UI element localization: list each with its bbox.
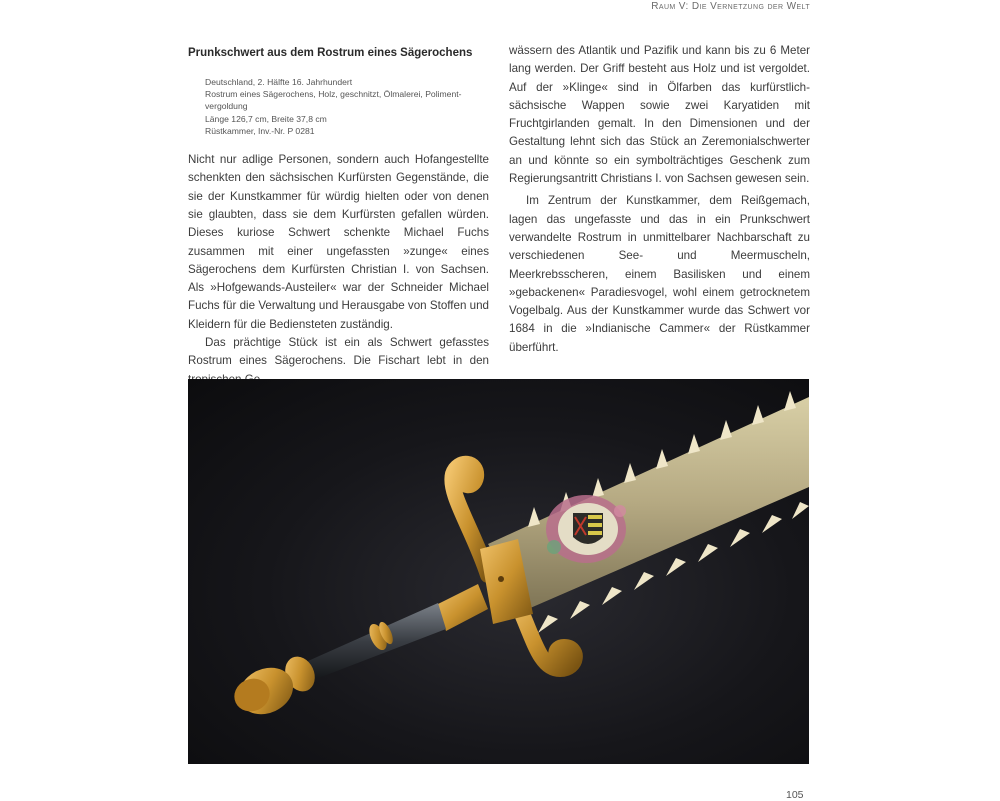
meta-line-origin: Deutschland, 2. Hälfte 16. Jahrhundert: [205, 77, 353, 87]
body-paragraph: wässern des Atlantik und Pazifik und kann bis zu 6 Meter lang werden. Der Griff besteht aus Holz und ist vergoldet. Auf der »Klinge« sind in Ölfarben das kurfürstlich-sächsische Wappen sowie zwei Karyatiden mit Fruchtgirlanden gemalt. In den Dimensionen und der Gestaltung lehnt sich das Stück an Zeremonialschwerter an und könnte so ein symbolträchtiges Geschenk zum Regierungsantritt Christians I. von Sachsen gewesen sein.: [509, 44, 810, 186]
meta-line-dimensions: Länge 126,7 cm, Breite 37,8 cm: [205, 113, 327, 124]
coat-of-arms-painting: [546, 495, 626, 563]
meta-line-inventory: Rüstkammer, Inv.-Nr. P 0281: [205, 125, 315, 136]
right-column: [509, 46, 810, 357]
body-paragraph: Im Zentrum der Kunstkammer, dem Reißgemach, lagen das ungefasste und das in ein Prunkschwert verwandelte Rostrum in unmittelbarer Nachbarschaft zu verschiedenen See- und Meermuscheln, Meerkrebsscheren, einem Basilisken und einem »gebackenen« Paradiesvogel, wohl einem getrocknetem Vogelbalg. Aus der Kunstkammer wurde das Schwert vor 1684 in die »Indianische Cammer« der Rüstkammer überführt.: [509, 194, 810, 354]
running-head: Raum V: Die Vernetzung der Welt: [651, 1, 810, 12]
grip-ferrule: [438, 584, 488, 631]
object-metadata: [205, 76, 489, 137]
meta-line-material-cont: vergoldung: [205, 101, 248, 112]
page-number: 105: [786, 789, 804, 801]
rostrum-blade: [488, 391, 809, 633]
sawfish-sword-illustration: [188, 379, 809, 764]
gilded-pommel: [229, 652, 320, 723]
entry-title: Prunkschwert aus dem Rostrum eines Sägerochens: [188, 47, 473, 59]
sword-photograph: [188, 379, 809, 764]
meta-line-material: Rostrum eines Sägerochens, Holz, geschnitzt, Ölmalerei, Poliment-: [205, 89, 462, 100]
body-paragraph: Nicht nur adlige Personen, sondern auch Hofangestellte schenkten den sächsischen Kurfürsten Gegenstände, die sie der Kunstkammer für würdig hielten oder von denen sie glaubten, dass sie dem Kurfürsten gefallen würden. Dieses kuriose Schwert schenkte Michael Fuchs zusammen mit einer ungefassten »zunge« eines Sägerochens dem Kurfürsten Christian I. von Sachsen. Als »Hofgewands-Austeiler« war der Schneider Michael Fuchs für die Verwaltung und Herausgabe von Stoffen und Kleidern für die Bediensteten zuständig.: [188, 153, 489, 331]
body-paragraph: Das prächtige Stück ist ein als Schwert gefasstes Rostrum eines Sägerochens. Die Fischart lebt in den: [188, 335, 489, 368]
left-column: [188, 46, 489, 389]
